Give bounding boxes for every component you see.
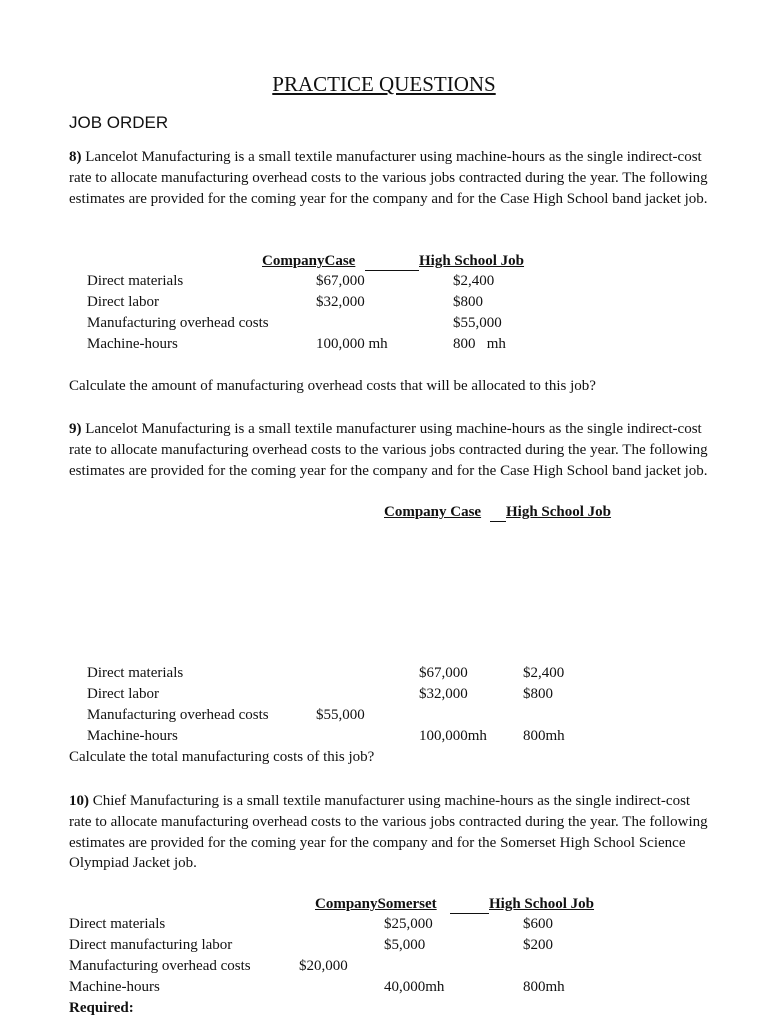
q10-col2-header: High School Job — [489, 896, 595, 912]
q10-row-label: Machine-hours — [69, 979, 160, 995]
q10-row-label: Manufacturing overhead costs — [69, 958, 251, 974]
q9-row-job: $2,400 — [523, 665, 565, 681]
page-title: PRACTICE QUESTIONS — [272, 72, 496, 96]
q9-col2-header: High School Job — [506, 504, 612, 520]
q8-col2-header: High School Job — [419, 253, 525, 269]
q8-row-job: $2,400 — [453, 273, 495, 289]
q9-row-label: Direct labor — [87, 686, 160, 702]
q8-row-job: $55,000 — [453, 315, 502, 331]
q8-row-label: Direct materials — [87, 273, 184, 289]
q8-number: 8) — [69, 149, 82, 165]
q9-col1-header: Company Case — [384, 504, 482, 520]
q10-row-label: Direct manufacturing labor — [69, 937, 233, 953]
q9-header-rule — [490, 521, 506, 522]
q8-col1-header: CompanyCase — [262, 253, 356, 269]
q8-text: Lancelot Manufacturing is a small textile manufacturer using machine-hours as the single indirect-cost rate to allocate manufacturing overhead costs to the various jobs contracted during the year. The following estimates are provided for the coming year for the company and for the Case High School band jacket job. — [69, 149, 708, 207]
q9-row-label: Manufacturing overhead costs — [87, 707, 269, 723]
q8-row-job: 800 mh — [453, 336, 506, 352]
q9-row-job: 800mh — [523, 728, 565, 744]
q8-header-rule — [365, 270, 419, 271]
q8-row-label: Machine-hours — [87, 336, 178, 352]
q8-row-company: 100,000 mh — [316, 336, 388, 352]
q9-row-company: $32,000 — [419, 686, 468, 702]
q10-required-label: Required: — [69, 1000, 134, 1016]
q10-paragraph — [69, 791, 709, 874]
q8-question: Calculate the amount of manufacturing overhead costs that will be allocated to this job? — [69, 378, 596, 394]
q9-row-company: $67,000 — [419, 665, 468, 681]
q10-row-company: $5,000 — [384, 937, 426, 953]
q9-row-label: Machine-hours — [87, 728, 178, 744]
q10-number: 10) — [69, 793, 89, 809]
q8-paragraph — [69, 147, 709, 209]
q8-row-company: $67,000 — [316, 273, 365, 289]
q9-row-mid: $55,000 — [316, 707, 365, 723]
q9-paragraph — [69, 419, 709, 481]
q8-row-company: $32,000 — [316, 294, 365, 310]
q10-row-job: $600 — [523, 916, 553, 932]
q10-col1-header: CompanySomerset — [315, 896, 437, 912]
q9-question: Calculate the total manufacturing costs of this job? — [69, 749, 375, 765]
q10-row-job: 800mh — [523, 979, 565, 995]
q10-row-job: $200 — [523, 937, 553, 953]
q9-row-company: 100,000mh — [419, 728, 487, 744]
q10-row-company: 40,000mh — [384, 979, 445, 995]
q9-row-job: $800 — [523, 686, 553, 702]
q9-number: 9) — [69, 421, 82, 437]
q8-row-label: Manufacturing overhead costs — [87, 315, 269, 331]
q9-row-label: Direct materials — [87, 665, 184, 681]
q8-row-job: $800 — [453, 294, 483, 310]
q10-row-company: $25,000 — [384, 916, 433, 932]
section-heading: JOB ORDER — [69, 113, 169, 132]
q9-text: Lancelot Manufacturing is a small textile manufacturer using machine-hours as the single indirect-cost rate to allocate manufacturing overhead costs to the various jobs contracted during the year. The following estimates are provided for the coming year for the company and for the Case High School band jacket job. — [69, 421, 708, 479]
q10-header-rule — [450, 913, 489, 914]
q8-row-label: Direct labor — [87, 294, 160, 310]
q10-text: Chief Manufacturing is a small textile manufacturer using machine-hours as the single indirect-cost rate to allocate manufacturing overhead costs to the various jobs contracted during the year. The following estimates are provided for the coming year for the company and for the Somerset High School Science Olympiad Jacket job. — [69, 793, 708, 872]
q10-row-label: Direct materials — [69, 916, 166, 932]
q10-row-mid: $20,000 — [299, 958, 348, 974]
